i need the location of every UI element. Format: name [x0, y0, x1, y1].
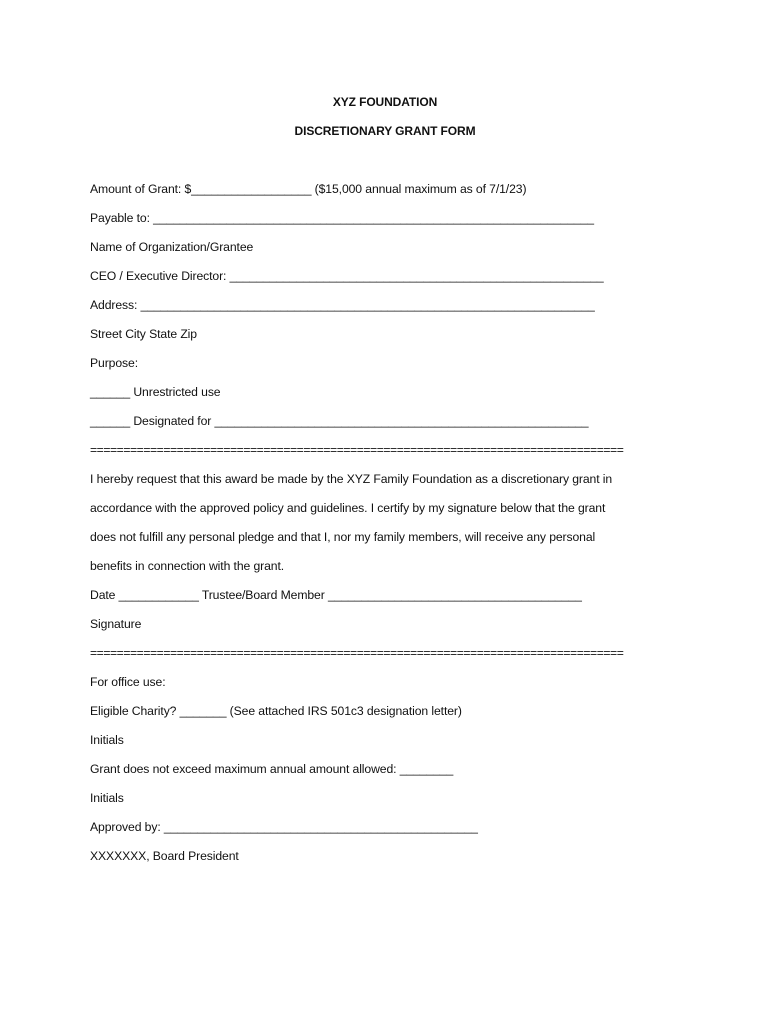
approved-by-line: Approved by: _______________________________________________ [90, 820, 478, 834]
signature-label: Signature [90, 617, 142, 631]
street-city-state-zip-label: Street City State Zip [90, 327, 197, 341]
section-divider: ================================================================================ [90, 646, 624, 660]
request-paragraph-line: I hereby request that this award be made by the XYZ Family Foundation as a discretionary grant in [90, 472, 613, 486]
amount-of-grant-line: Amount of Grant: $__________________ ($15,000 annual maximum as of 7/1/23) [90, 182, 527, 196]
address-line: Address: ____________________________________________________________________ [90, 298, 595, 312]
unrestricted-use-line: ______ Unrestricted use [90, 385, 221, 399]
foundation-title: XYZ FOUNDATION [332, 95, 438, 109]
eligible-charity-line: Eligible Charity? _______ (See attached IRS 501c3 designation letter) [90, 704, 462, 718]
board-president-label: XXXXXXX, Board President [90, 849, 239, 863]
purpose-label: Purpose: [90, 356, 138, 370]
request-paragraph-line: does not fulfill any personal pledge and that I, nor my family members, will receive any personal [90, 530, 596, 544]
office-use-label: For office use: [90, 675, 166, 689]
date-trustee-line: Date ____________ Trustee/Board Member ______________________________________ [90, 588, 582, 602]
request-paragraph-line: benefits in connection with the grant. [90, 559, 285, 573]
request-paragraph-line: accordance with the approved policy and guidelines. I certify by my signature below that the grant [90, 501, 606, 515]
section-divider: ================================================================================ [90, 443, 624, 457]
ceo-director-line: CEO / Executive Director: ________________________________________________________ [90, 269, 604, 283]
designated-for-line: ______ Designated for ________________________________________________________ [90, 414, 589, 428]
form-body [90, 180, 730, 876]
organization-grantee-label: Name of Organization/Grantee [90, 240, 254, 254]
initials-label: Initials [90, 791, 124, 805]
payable-to-line: Payable to: __________________________________________________________________ [90, 211, 594, 225]
form-title: DISCRETIONARY GRANT FORM [294, 124, 476, 138]
initials-label: Initials [90, 733, 124, 747]
max-amount-line: Grant does not exceed maximum annual amount allowed: ________ [90, 762, 454, 776]
